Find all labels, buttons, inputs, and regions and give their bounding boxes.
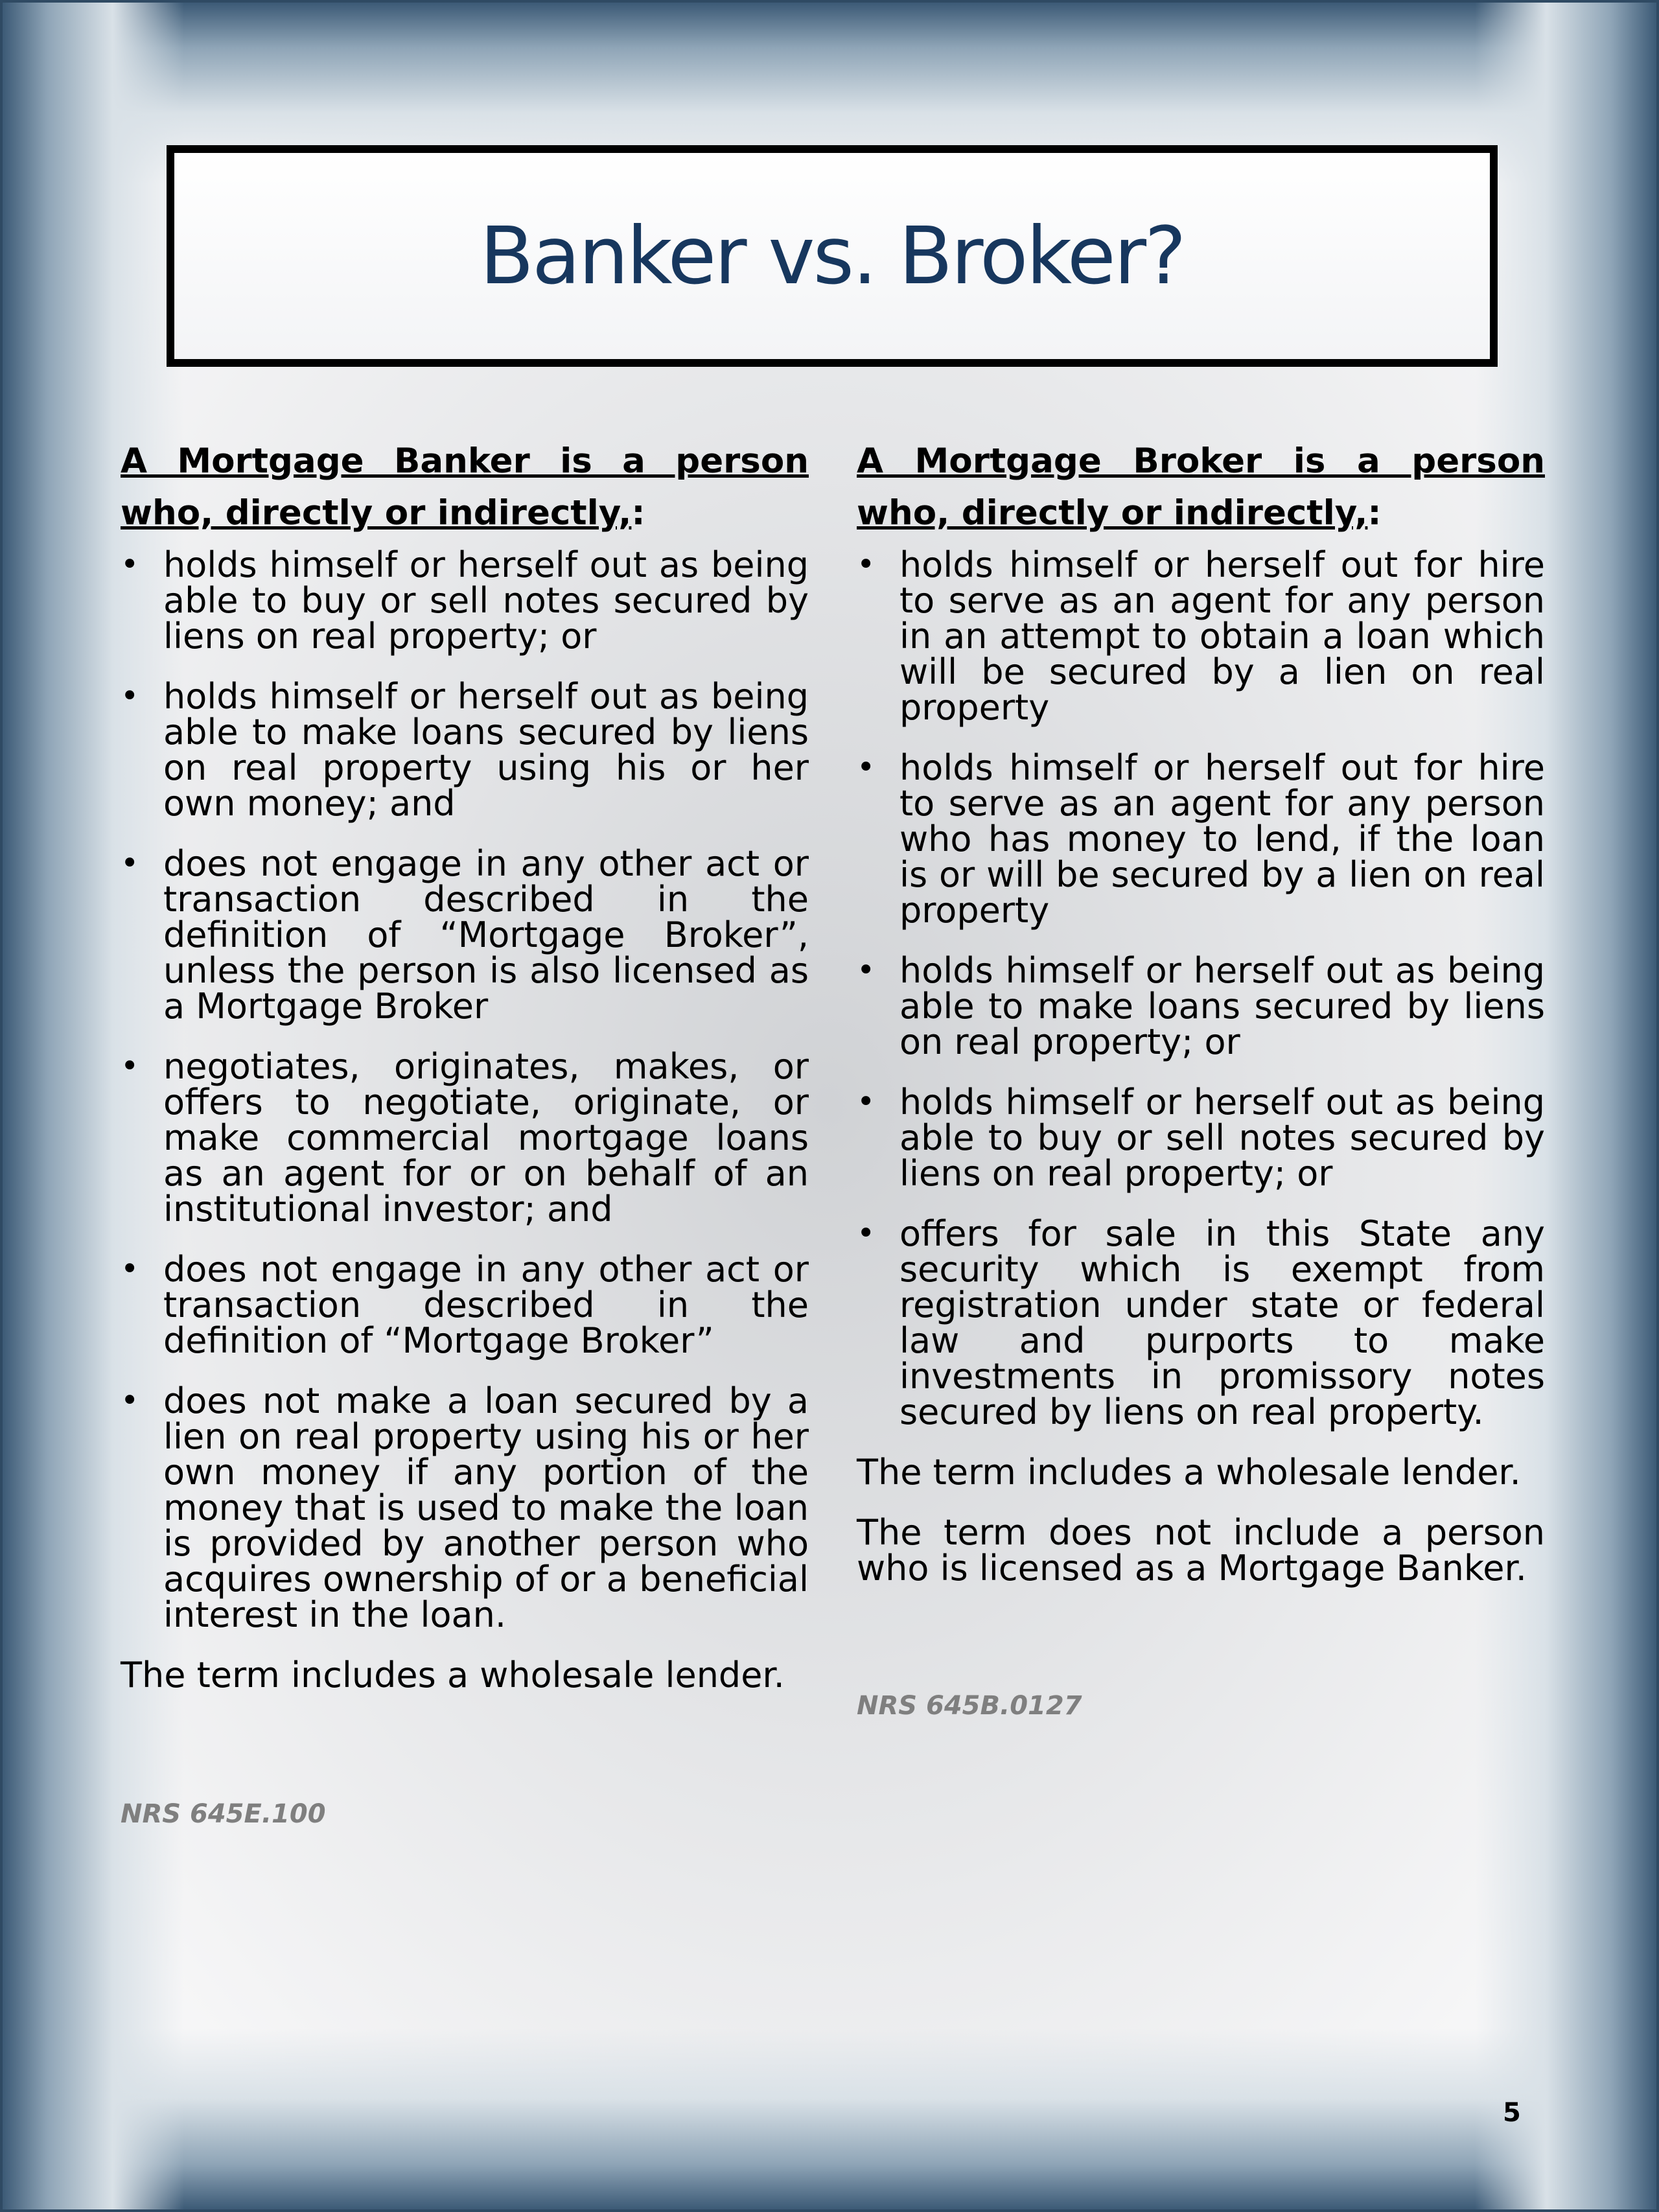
banker-list: [121, 544, 809, 1635]
banker-column: [121, 436, 809, 1717]
broker-heading: [857, 436, 1545, 539]
list-item-text: holds himself or herself out for hire to serve as an agent for any person who has money to lend, if the loan is or will be secured by a lien on real property: [899, 747, 1545, 931]
bullet-icon: •: [121, 678, 139, 714]
list-item-text: offers for sale in this State any security which is exempt from registration under state or federal law and purports to make investments in promissory notes secured by liens on real property.: [899, 1213, 1545, 1432]
bullet-icon: •: [857, 749, 876, 786]
list-item: [121, 676, 809, 824]
list-item: [857, 1213, 1545, 1432]
list-item-text: does not engage in any other act or transaction described in the definition of “Mortgage Broker”: [163, 1249, 809, 1361]
list-item: [121, 1380, 809, 1635]
list-item-text: holds himself or herself out as being able to buy or sell notes secured by liens on real property; or: [163, 544, 809, 657]
bullet-icon: •: [121, 1251, 139, 1287]
list-item-text: negotiates, originates, makes, or offers to negotiate, originate, or make commercial mortgage loans as an agent for or on behalf of an institutional investor; and: [163, 1046, 809, 1229]
list-item-text: holds himself or herself out as being able to make loans secured by liens on real property; or: [899, 950, 1545, 1062]
bullet-icon: •: [121, 845, 139, 881]
list-item: [121, 544, 809, 657]
banker-heading-text: A Mortgage Banker is a person who, directly or indirectly,: [121, 441, 809, 533]
banker-heading: [121, 436, 809, 539]
list-item: [121, 1249, 809, 1361]
broker-statute-reference: NRS 645B.0127: [857, 1691, 1082, 1721]
broker-heading-text: A Mortgage Broker is a person who, directly or indirectly,: [857, 441, 1545, 533]
broker-list: [857, 544, 1545, 1432]
bullet-icon: •: [121, 1048, 139, 1084]
broker-column: [857, 436, 1545, 1611]
list-item-text: holds himself or herself out for hire to serve as an agent for any person in an attempt to obtain a loan which will be secured by a lien on real property: [899, 544, 1545, 728]
banker-heading-colon: :: [631, 493, 645, 533]
bullet-icon: •: [121, 546, 139, 583]
banker-note: The term includes a wholesale lender.: [121, 1655, 785, 1695]
bullet-icon: •: [121, 1382, 139, 1419]
list-item-text: does not make a loan secured by a lien on real property using his or her own money if any portion of the money that is used to make the loan is provided by another person who acquires ownership of or a beneficial interest in the loan.: [163, 1380, 809, 1635]
broker-note-exclusion: The term does not include a person who is licensed as a Mortgage Banker.: [857, 1512, 1545, 1589]
broker-note-wholesale: The term includes a wholesale lender.: [857, 1452, 1521, 1493]
list-item-text: holds himself or herself out as being able to buy or sell notes secured by liens on real property; or: [899, 1082, 1545, 1194]
list-item: [121, 843, 809, 1027]
page-number: 5: [1503, 2098, 1521, 2128]
broker-heading-colon: :: [1367, 493, 1382, 533]
list-item: [121, 1046, 809, 1229]
list-item-text: holds himself or herself out as being able to make loans secured by liens on real property using his or her own money; and: [163, 676, 809, 824]
list-item: [857, 950, 1545, 1062]
bullet-icon: •: [857, 952, 876, 988]
list-item-text: does not engage in any other act or transaction described in the definition of “Mortgage Broker”, unless the person is also licensed as a Mortgage Broker: [163, 843, 809, 1027]
title-box: [167, 145, 1498, 367]
bullet-icon: •: [857, 1084, 876, 1120]
bullet-icon: •: [857, 546, 876, 583]
page-title: Banker vs. Broker?: [480, 210, 1185, 302]
bullet-icon: •: [857, 1215, 876, 1252]
list-item: [857, 544, 1545, 728]
list-item: [857, 747, 1545, 931]
list-item: [857, 1082, 1545, 1194]
banker-statute-reference: NRS 645E.100: [121, 1799, 326, 1829]
